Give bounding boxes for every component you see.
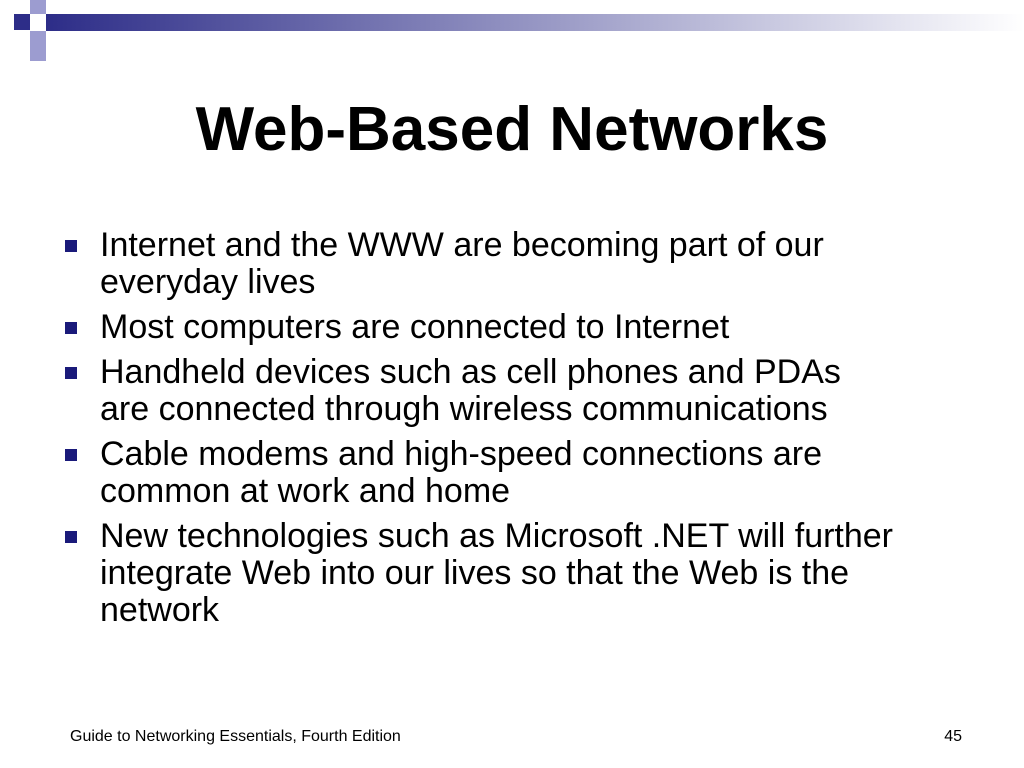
page-number: 45 — [944, 728, 962, 745]
square-bullet-icon — [65, 322, 77, 334]
bullet-text — [100, 518, 985, 629]
slide-title: Web-Based Networks — [195, 95, 829, 164]
bullet-item — [65, 518, 985, 629]
bullet-line: everyday lives — [100, 263, 316, 301]
bullet-line: integrate Web into our lives so that the Web is the — [100, 554, 850, 592]
header-gradient-bar — [46, 14, 1024, 31]
square-bullet-icon — [65, 531, 77, 543]
bullet-line: Handheld devices such as cell phones and PDAs — [100, 353, 841, 391]
bullet-item — [65, 309, 985, 346]
bullet-text — [100, 227, 985, 301]
bullet-text — [100, 354, 985, 428]
bullet-list — [65, 227, 985, 637]
bullet-line: Internet and the WWW are becoming part of our — [100, 226, 824, 264]
bullet-text — [100, 309, 985, 346]
bullet-item — [65, 436, 985, 510]
footer-text: Guide to Networking Essentials, Fourth Edition — [70, 728, 401, 745]
square-bullet-icon — [65, 367, 77, 379]
bullet-line: New technologies such as Microsoft .NET will further — [100, 517, 894, 555]
bullet-item — [65, 227, 985, 301]
bullet-line: Most computers are connected to Internet — [100, 308, 730, 346]
bullet-text — [100, 436, 985, 510]
bullet-line: common at work and home — [100, 472, 511, 510]
square-bullet-icon — [65, 449, 77, 461]
decorative-square-navy — [14, 14, 30, 30]
bullet-item — [65, 354, 985, 428]
decorative-square-light — [30, 31, 46, 46]
decorative-square-light — [30, 0, 46, 14]
square-bullet-icon — [65, 240, 77, 252]
bullet-line: Cable modems and high-speed connections are — [100, 435, 823, 473]
bullet-line: are connected through wireless communications — [100, 390, 828, 428]
bullet-line: network — [100, 591, 220, 629]
decorative-square-light — [30, 46, 46, 61]
